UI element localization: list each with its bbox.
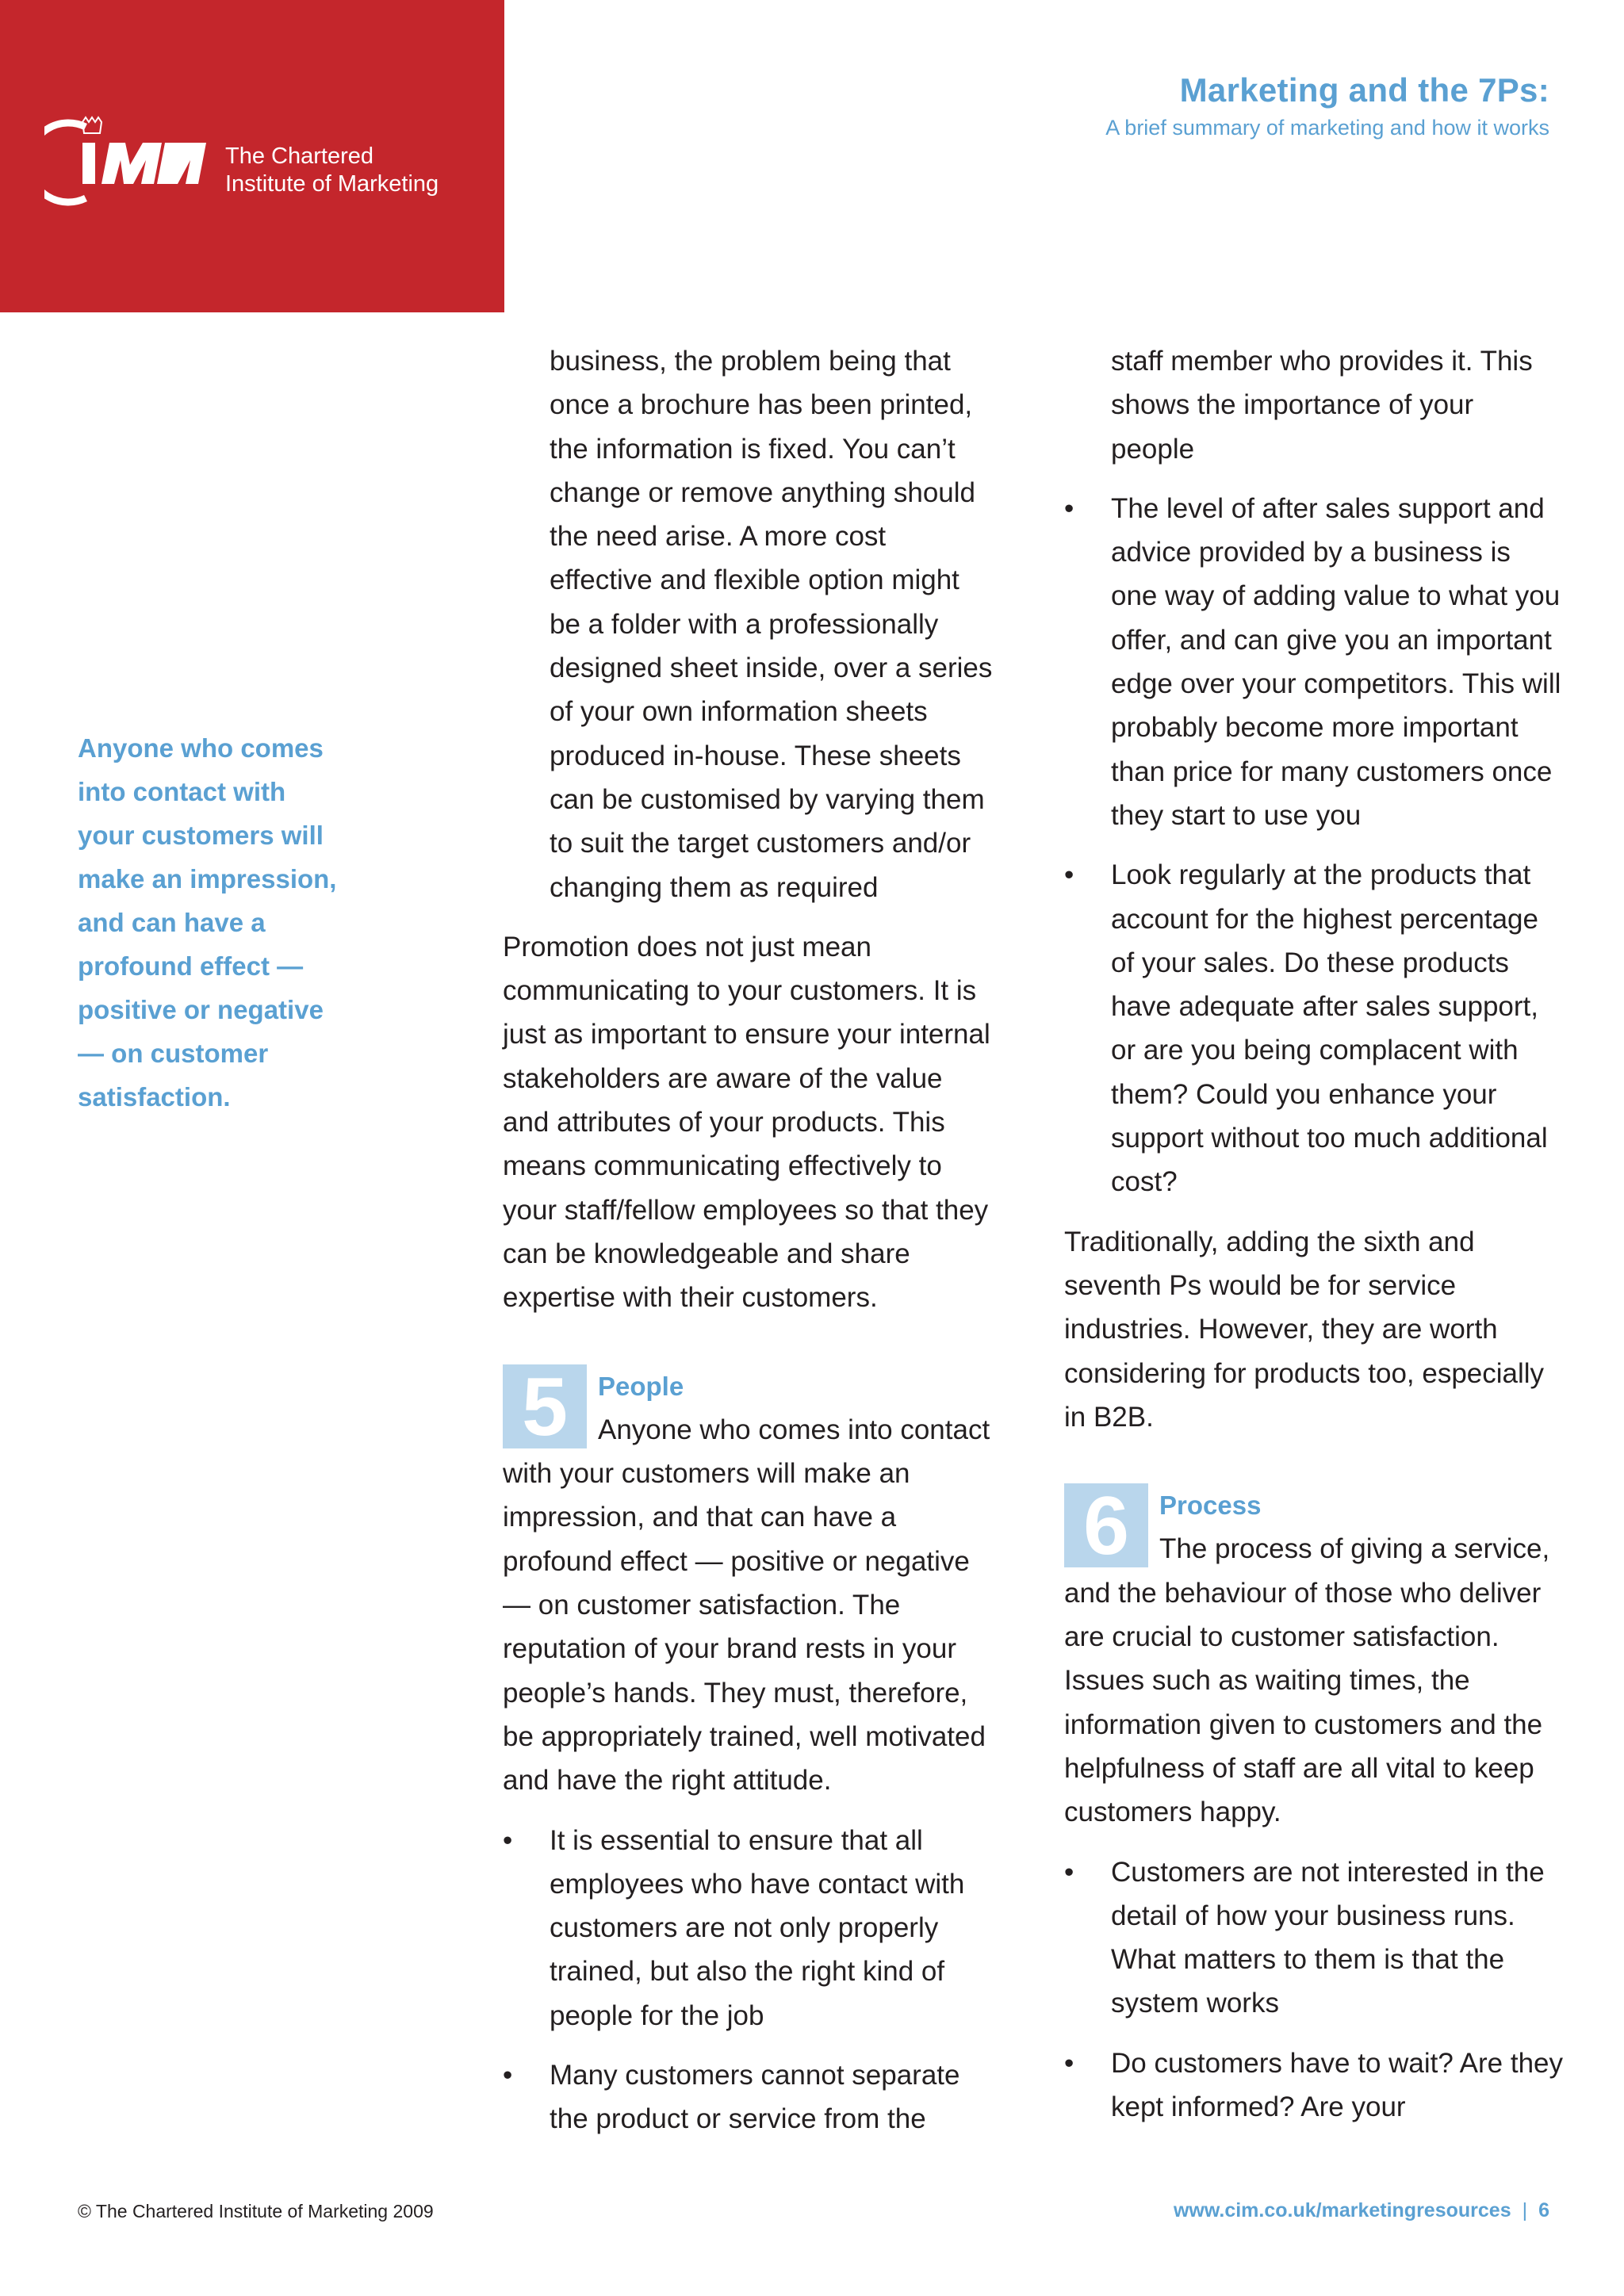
- org-name: [225, 143, 439, 198]
- list-item: • Many customers cannot separate the product or service from the: [503, 2053, 994, 2141]
- list-item: • The level of after sales support and advice provided by a business is one way of adding value to what you offer, and can give you an important edge over your competitors. This will probably become more important than price for many customers once they start to use you: [1064, 487, 1564, 837]
- pull-quote-line: — on customer: [78, 1039, 269, 1068]
- list-item: • It is essential to ensure that all employees who have contact with customers are not only properly trained, but also the right kind of people for the job: [503, 1819, 994, 2038]
- document-title: Marketing and the 7Ps:: [1179, 71, 1549, 109]
- bullet-list: [1064, 1850, 1564, 2130]
- pull-quote-line: and can have a: [78, 908, 266, 937]
- org-name-line2: Institute of Marketing: [225, 171, 439, 197]
- section-number-badge: 6: [1064, 1483, 1148, 1567]
- page-number: 6: [1538, 2199, 1549, 2221]
- people-paragraph: [503, 1408, 994, 1803]
- list-item: • Do customers have to wait? Are they kept informed? Are your: [1064, 2042, 1564, 2130]
- pull-quote-line: make an impression,: [78, 864, 337, 894]
- footer-nav: [1174, 2199, 1549, 2222]
- footer-separator: |: [1522, 2199, 1528, 2221]
- list-item: • Customers are not interested in the detail of how your business runs. What matters to them is that the system works: [1064, 1850, 1564, 2026]
- list-item: • Look regularly at the products that account for the highest percentage of your sales. Do these products have adequate after sales support, or are you being complacent with them? Could you enhance your support without too much additional cost?: [1064, 853, 1564, 1203]
- document-subtitle: A brief summary of marketing and how it works: [1105, 116, 1549, 140]
- brand-header-block: [0, 0, 504, 312]
- traditionally-paragraph: Traditionally, adding the sixth and seventh Ps would be for service industries. However, they are worth considering for products too, especially in B2B.: [1064, 1226, 1545, 1433]
- section-heading: People: [598, 1371, 684, 1401]
- pull-quote-line: your customers will: [78, 821, 324, 850]
- bullet-list: [1064, 487, 1564, 1204]
- process-paragraph-text: The process of giving a service, and the behaviour of those who deliver are crucial to customer satisfaction. Issues such as waiting times, the information given to customers and the helpfulness of staff are all vital to keep customers happy.: [1064, 1533, 1550, 1828]
- pull-quote-line: positive or negative: [78, 995, 324, 1024]
- pull-quote-line: satisfaction.: [78, 1082, 231, 1112]
- pull-quote-line: Anyone who comes: [78, 733, 324, 763]
- pull-quote-line: profound effect —: [78, 951, 304, 981]
- section-number-badge: 5: [503, 1364, 587, 1448]
- footer-url-link[interactable]: www.cim.co.uk/marketingresources: [1173, 2199, 1511, 2221]
- section-heading: Process: [1159, 1490, 1262, 1521]
- section-people: [503, 1360, 994, 2141]
- copyright-notice: © The Chartered Institute of Marketing 2009: [78, 2201, 434, 2221]
- text-column-1: [503, 339, 994, 2141]
- continued-bullet-text: business, the problem being that once a brochure has been printed, the information is fixed. You can’t change or remove anything should the need arise. A more cost effective and flexible option might be a folder with a professionally designed sheet inside, over a series of your own information sheets produced in-house. These sheets can be customised by varying them to suit the target customers and/or changing them as required: [550, 346, 993, 903]
- bullet-list: [503, 1819, 994, 2141]
- pull-quote-line: into contact with: [78, 777, 286, 806]
- org-name-line1: The Chartered: [225, 144, 373, 169]
- continued-bullet-text: staff member who provides it. This shows the importance of your people: [1111, 346, 1533, 465]
- section-process: [1064, 1480, 1564, 2129]
- people-paragraph-text: Anyone who comes into contact with your customers will make an impression, and that can have a profound effect — positive or negative — on customer satisfaction. The reputation of your brand rests in your people’s hands. They must, therefore, be appropriately trained, well motivated and have the right attitude.: [503, 1414, 990, 1797]
- text-column-2: [1064, 339, 1564, 2129]
- section-body: [503, 1408, 994, 1803]
- process-paragraph: [1064, 1527, 1564, 1834]
- section-body: [1064, 1527, 1564, 1834]
- pull-quote: [78, 726, 411, 1119]
- cim-logo-icon: [44, 116, 211, 209]
- promotion-paragraph: Promotion does not just mean communicating to your customers. It is just as important to ensure your internal stakeholders are aware of the value and attributes of your products. This means communicating effectively to your staff/fellow employees so that they can be knowledgeable and share expertise with their customers.: [503, 931, 990, 1314]
